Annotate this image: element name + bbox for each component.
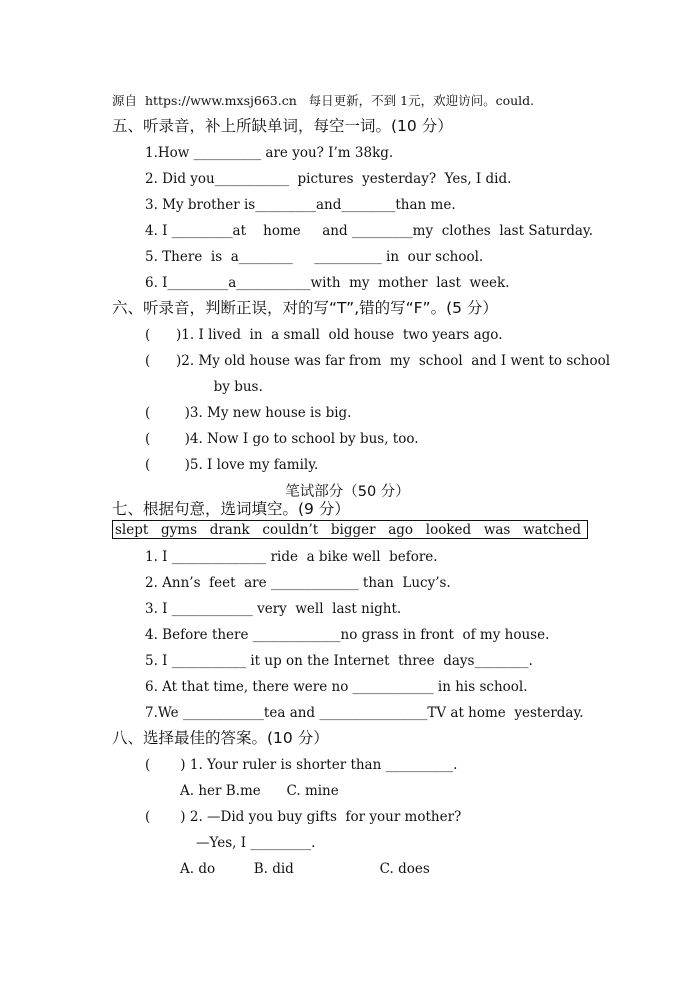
section-7-item-7: 7.We ____________tea and ________________TV at home yesterday. <box>145 705 584 721</box>
section-6-heading: 六、听录音，判断正误，对的写“T”,错的写“F”。(5 分） <box>112 299 498 317</box>
section-7-item-1: 1. I ______________ ride a bike well before. <box>145 549 438 565</box>
section-7-item-2: 2. Ann’s feet are _____________ than Lucy’s. <box>145 575 451 591</box>
section-7-item-6: 6. At that time, there were no ____________ in his school. <box>145 679 528 695</box>
section-6-item-2-cont: by bus. <box>145 379 263 395</box>
word-bank-word: gyms <box>161 521 197 538</box>
section-6-item-2: ( )2. My old house was far from my school and I went to school <box>145 353 611 369</box>
word-bank-word: couldn’t <box>262 521 319 538</box>
section-5-item-6: 6. I_________a___________with my mother last week. <box>145 275 510 291</box>
word-bank-word: slept <box>115 521 149 538</box>
section-7-item-5: 5. I ___________ it up on the Internet three days________. <box>145 653 533 669</box>
word-bank-word: looked <box>425 521 472 538</box>
word-bank <box>112 520 588 539</box>
word-bank-word: was <box>483 521 511 538</box>
section-7-heading: 七、根据句意，选词填空。(9 分） <box>112 500 350 518</box>
section-5-item-5: 5. There is a________ __________ in our school. <box>145 249 484 265</box>
source-line: 源自 https://www.mxsj663.cn 每日更新，不到 1元，欢迎访问。could. <box>112 93 535 108</box>
section-8-question-2-answer: —Yes, I _________. <box>196 835 316 851</box>
section-8-heading: 八、选择最佳的答案。(10 分） <box>112 729 329 747</box>
word-bank-word: ago <box>388 521 414 538</box>
section-6-item-1: ( )1. I lived in a small old house two years ago. <box>145 327 503 343</box>
section-5-heading: 五、听录音，补上所缺单词，每空一词。(10 分） <box>112 117 453 135</box>
section-5-item-3: 3. My brother is_________and________than me. <box>145 197 456 213</box>
section-5-item-1: 1.How __________ are you? I’m 38kg. <box>145 145 394 161</box>
section-6-item-3: ( )3. My new house is big. <box>145 405 352 421</box>
section-5-item-2: 2. Did you___________ pictures yesterday? Yes, I did. <box>145 171 512 187</box>
section-5-item-4: 4. I _________at home and _________my clothes last Saturday. <box>145 223 594 239</box>
section-6-item-5: ( )5. I love my family. <box>145 457 319 473</box>
section-8-question-1: ( ) 1. Your ruler is shorter than __________. <box>145 757 458 773</box>
section-8-question-2: ( ) 2. —Did you buy gifts for your mother? <box>145 809 462 825</box>
section-6-item-4: ( )4. Now I go to school by bus, too. <box>145 431 419 447</box>
section-7-item-3: 3. I ____________ very well last night. <box>145 601 402 617</box>
written-part-title: 笔试部分（50 分） <box>285 484 410 500</box>
word-bank-word: drank <box>209 521 250 538</box>
section-8-options-1: A. her B.me C. mine <box>180 783 339 799</box>
section-8-options-2: A. do B. did C. does <box>180 861 430 877</box>
word-bank-word: watched <box>523 521 581 538</box>
section-7-item-4: 4. Before there _____________no grass in front of my house. <box>145 627 550 643</box>
word-bank-word: bigger <box>330 521 376 538</box>
